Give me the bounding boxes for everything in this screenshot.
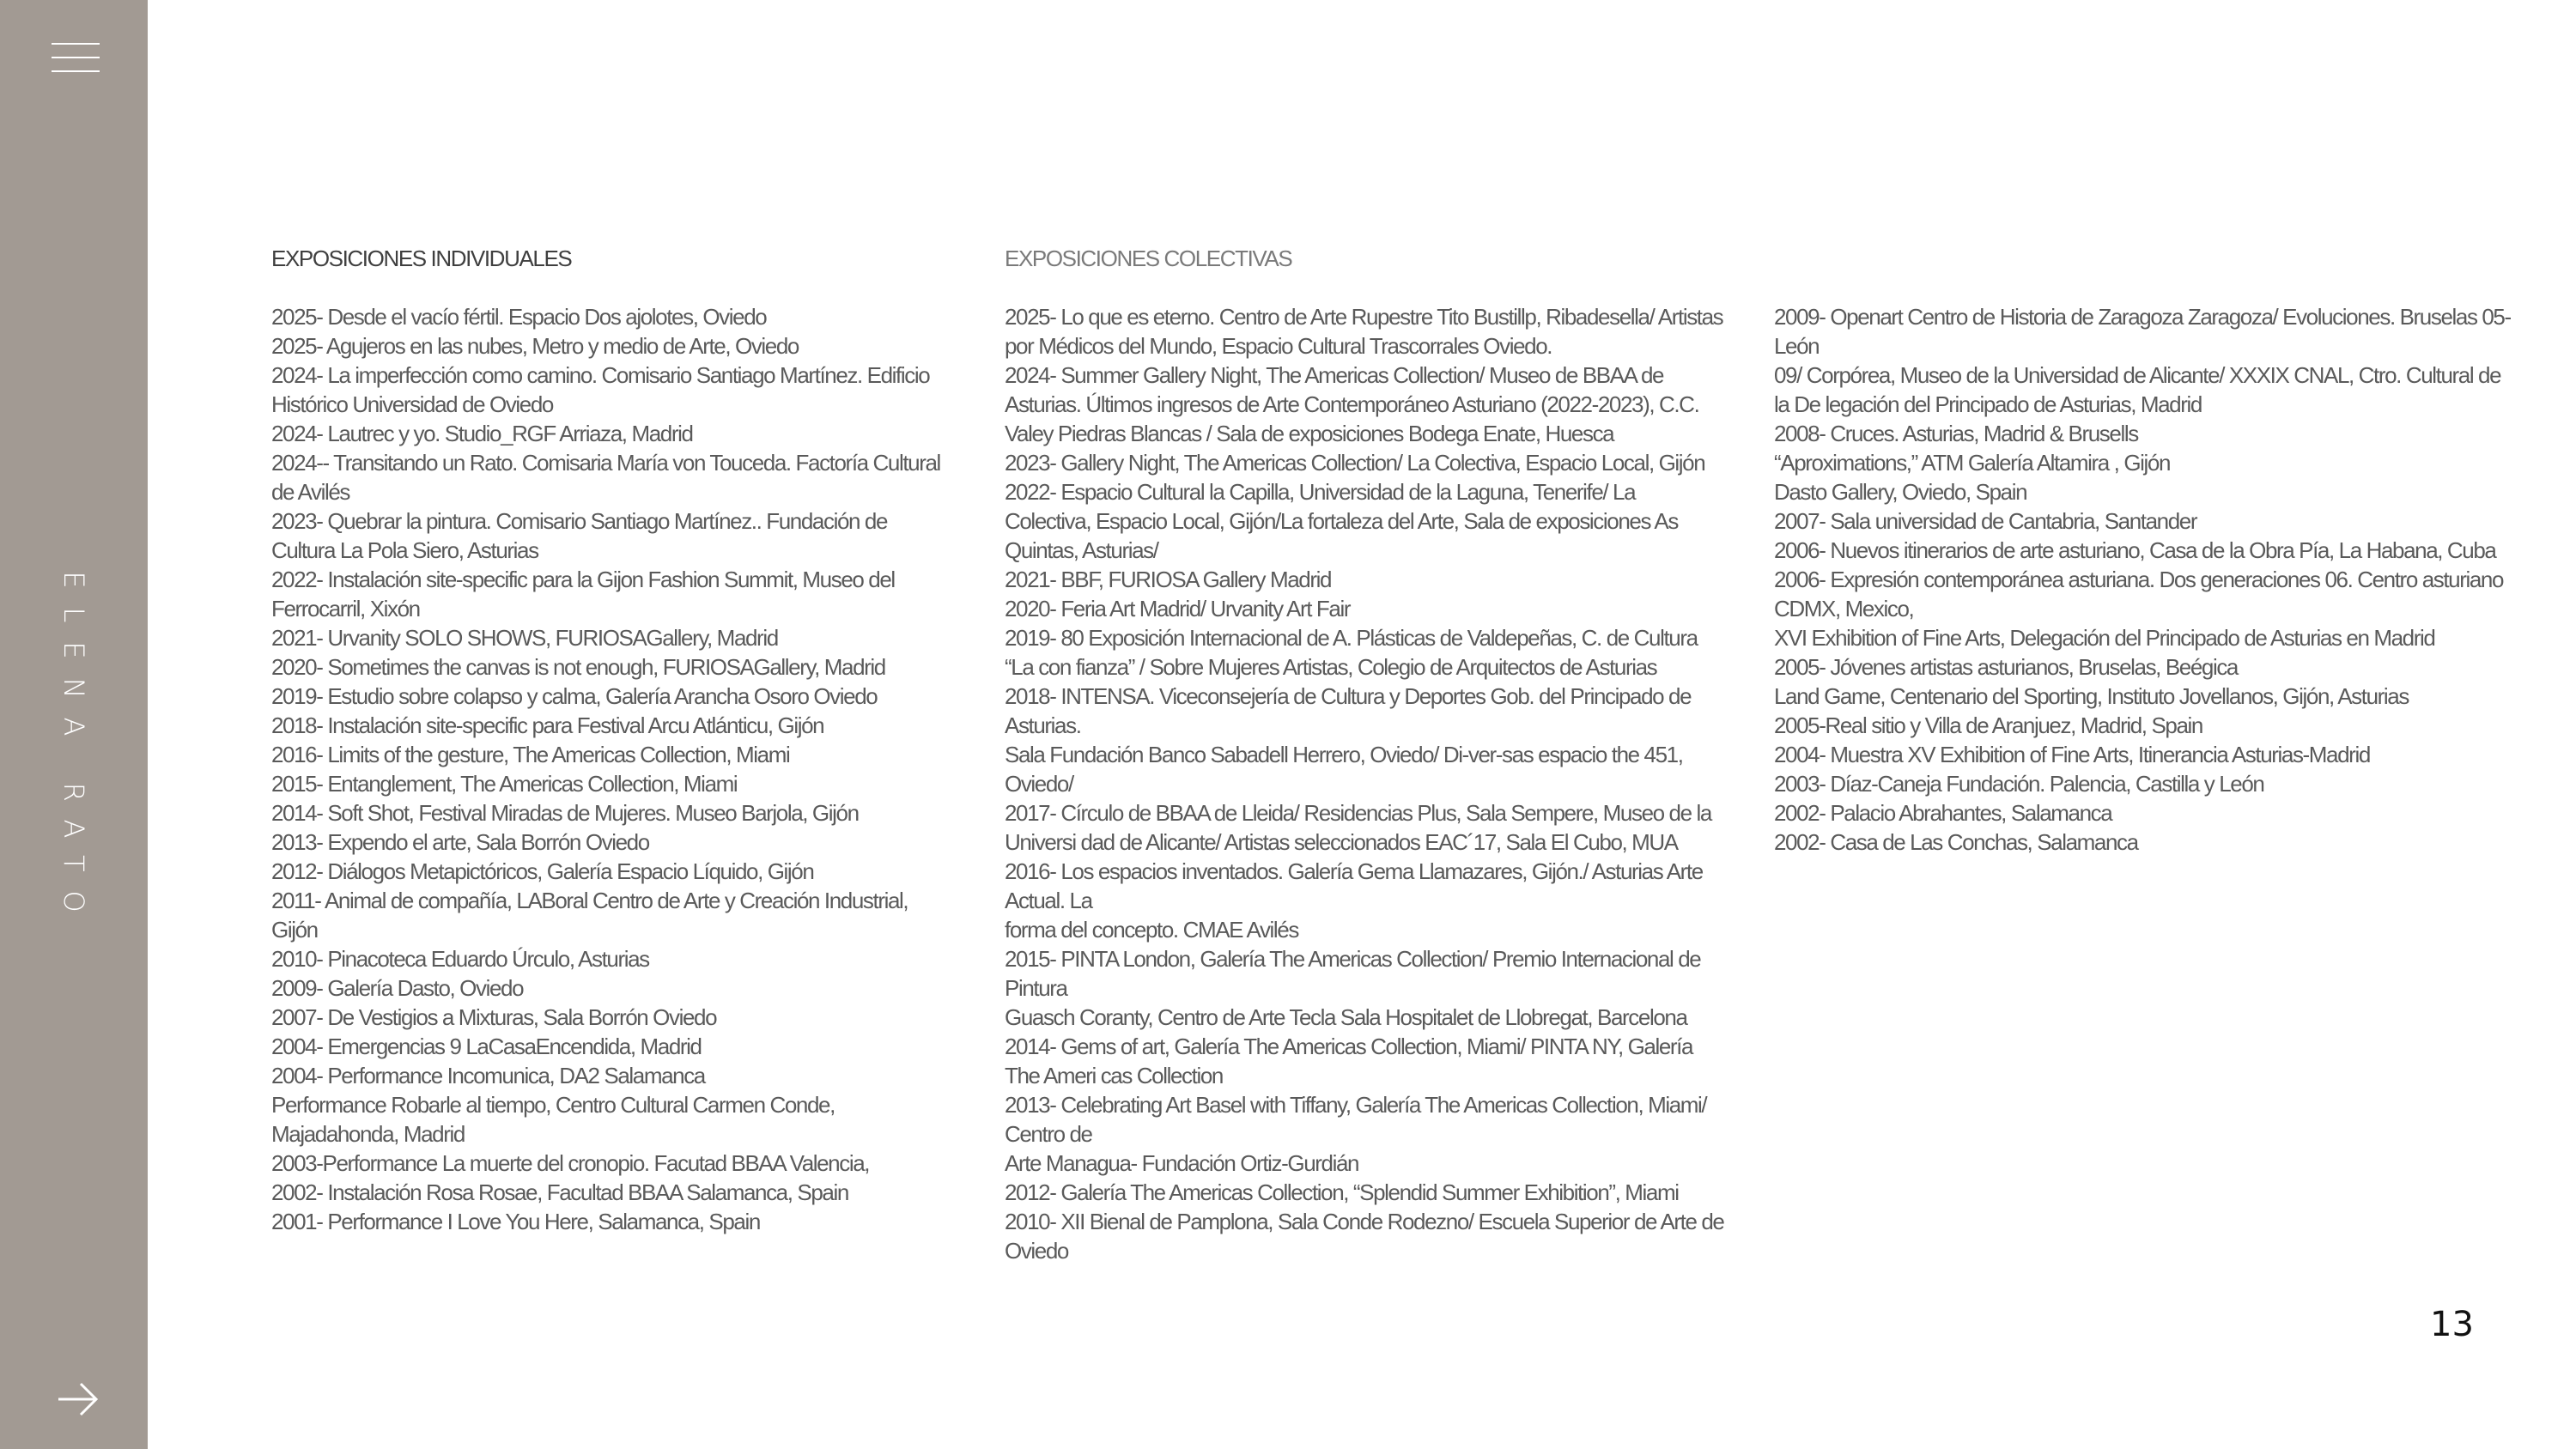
individual-exhibitions-title: EXPOSICIONES INDIVIDUALES: [271, 246, 572, 271]
exhibition-item: 2019- 80 Exposición Internacional de A. Plásticas de Valdepeñas, C. de Cultura “La con fianza” / Sobre Mujeres Artistas, Colegio de Arquitectos de Asturias: [1005, 625, 1698, 680]
exhibition-item: 2024-- Transitando un Rato. Comisaria María von Touceda. Factoría Cultural de Avilés: [271, 450, 940, 505]
menu-icon-line: [52, 57, 100, 58]
exhibition-item: 2016- Los espacios inventados. Galería Gema Llamazares, Gijón./ Asturias Arte Actual. La: [1005, 858, 1703, 913]
exhibition-item: 2023- Gallery Night, The Americas Collection/ La Colectiva, Espacio Local, Gijón: [1005, 450, 1705, 476]
exhibition-item: 2025- Lo que es eterno. Centro de Arte Rupestre Tito Bustillp, Ribadesella/ Artistas por Médicos del Mundo, Espacio Cultural Trascorrales Oviedo.: [1005, 304, 1723, 359]
exhibition-item: 2007- Sala universidad de Cantabria, Santander: [1774, 508, 2197, 534]
exhibition-item: 2004- Muestra XV Exhibition of Fine Arts, Itinerancia Asturias-Madrid: [1774, 742, 2370, 767]
exhibition-item: 2021- BBF, FURIOSA Gallery Madrid: [1005, 567, 1332, 592]
exhibition-item: 2011- Animal de compañía, LABoral Centro de Arte y Creación Industrial, Gijón: [271, 888, 908, 943]
exhibition-item: 2003-Performance La muerte del cronopio. Facutad BBAA Valencia,: [271, 1150, 870, 1176]
exhibition-item: 2004- Emergencias 9 LaCasaEncendida, Madrid: [271, 1034, 702, 1059]
exhibition-item: Guasch Coranty, Centro de Arte Tecla Sala Hospitalet de Llobregat, Barcelona: [1005, 1004, 1687, 1030]
exhibition-item: 2005-Real sitio y Villa de Aranjuez, Madrid, Spain: [1774, 712, 2202, 738]
exhibition-item: 2016- Limits of the gesture, The Americas Collection, Miami: [271, 742, 790, 767]
collective-exhibitions-column: [1005, 244, 1726, 1265]
exhibition-item: “Aproximations,” ATM Galería Altamira , Gijón: [1774, 450, 2171, 476]
exhibition-item: 2024- Lautrec y yo. Studio_RGF Arriaza, Madrid: [271, 421, 693, 446]
collective-exhibitions-continued-column: [1774, 244, 2512, 857]
exhibition-item: 2009- Galería Dasto, Oviedo: [271, 975, 524, 1001]
exhibition-item: 2002- Instalación Rosa Rosae, Facultad BBAA Salamanca, Spain: [271, 1179, 848, 1205]
exhibition-item: 2008- Cruces. Asturias, Madrid & Brusells: [1774, 421, 2138, 446]
exhibition-item: 2002- Casa de Las Conchas, Salamanca: [1774, 829, 2138, 855]
exhibition-item: 2022- Espacio Cultural la Capilla, Universidad de la Laguna, Tenerife/ La Colectiva, Espacio Local, Gijón/La fortaleza del Arte, Sala de exposiciones As Quintas, Asturias/: [1005, 479, 1678, 563]
exhibition-item: 2010- Pinacoteca Eduardo Úrculo, Asturias: [271, 946, 649, 972]
individual-exhibitions-list: [271, 302, 950, 1236]
exhibition-item: 2005- Jóvenes artistas asturianos, Bruselas, Beégica: [1774, 654, 2238, 680]
exhibition-item: 09/ Corpórea, Museo de la Universidad de Alicante/ XXXIX CNAL, Ctro. Cultural de la De legación del Principado de Asturias, Madrid: [1774, 362, 2501, 417]
exhibition-item: Performance Robarle al tiempo, Centro Cultural Carmen Conde, Majadahonda, Madrid: [271, 1092, 835, 1147]
exhibition-item: 2018- INTENSA. Viceconsejería de Cultura y Deportes Gob. del Principado de Asturias.: [1005, 683, 1692, 738]
artist-name: ELENA RATO: [58, 571, 90, 931]
exhibition-item: 2017- Círculo de BBAA de Lleida/ Residencias Plus, Sala Sempere, Museo de la Universi dad de Alicante/ Artistas seleccionados EAC´17, Sala El Cubo, MUA: [1005, 800, 1711, 855]
exhibition-item: 2025- Agujeros en las nubes, Metro y medio de Arte, Oviedo: [271, 333, 799, 359]
collective-exhibitions-title: EXPOSICIONES COLECTIVAS: [1005, 246, 1292, 271]
exhibition-item: 2025- Desde el vacío fértil. Espacio Dos ajolotes, Oviedo: [271, 304, 767, 330]
exhibition-item: 2013- Celebrating Art Basel with Tiffany, Galería The Americas Collection, Miami/ Centro de: [1005, 1092, 1707, 1147]
exhibition-item: 2001- Performance I Love You Here, Salamanca, Spain: [271, 1209, 760, 1234]
collective-exhibitions-list: [1005, 302, 1726, 1265]
exhibition-item: 2002- Palacio Abrahantes, Salamanca: [1774, 800, 2112, 826]
exhibition-item: 2024- La imperfección como camino. Comisario Santiago Martínez. Edificio Histórico Universidad de Oviedo: [271, 362, 930, 417]
exhibition-item: 2023- Quebrar la pintura. Comisario Santiago Martínez.. Fundación de Cultura La Pola Siero, Asturias: [271, 508, 888, 563]
exhibition-item: 2013- Expendo el arte, Sala Borrón Oviedo: [271, 829, 649, 855]
exhibition-item: 2019- Estudio sobre colapso y calma, Galería Arancha Osoro Oviedo: [271, 683, 878, 709]
exhibition-item: 2012- Galería The Americas Collection, “Splendid Summer Exhibition”, Miami: [1005, 1179, 1679, 1205]
exhibition-item: 2014- Soft Shot, Festival Miradas de Mujeres. Museo Barjola, Gijón: [271, 800, 859, 826]
menu-icon-line: [52, 70, 100, 72]
exhibition-item: 2010- XII Bienal de Pamplona, Sala Conde Rodezno/ Escuela Superior de Arte de Oviedo: [1005, 1209, 1724, 1264]
exhibition-item: 2012- Diálogos Metapictóricos, Galería Espacio Líquido, Gijón: [271, 858, 814, 884]
menu-icon-line: [52, 43, 100, 45]
exhibition-item: Dasto Gallery, Oviedo, Spain: [1774, 479, 2027, 505]
exhibition-item: 2015- Entanglement, The Americas Collection, Miami: [271, 771, 738, 797]
exhibition-item: 2020- Sometimes the canvas is not enough, FURIOSAGallery, Madrid: [271, 654, 885, 680]
exhibition-item: 2003- Díaz-Caneja Fundación. Palencia, Castilla y León: [1774, 771, 2264, 797]
exhibition-item: Arte Managua- Fundación Ortiz-Gurdián: [1005, 1150, 1359, 1176]
page-number: 13: [2430, 1305, 2474, 1344]
exhibition-item: XVI Exhibition of Fine Arts, Delegación del Principado de Asturias en Madrid: [1774, 625, 2435, 651]
exhibition-item: 2006- Expresión contemporánea asturiana. Dos generaciones 06. Centro asturiano CDMX, Mexico,: [1774, 567, 2504, 621]
collective-exhibitions-continued-list: [1774, 302, 2512, 857]
exhibition-item: 2018- Instalación site-specific para Festival Arcu Atlánticu, Gijón: [271, 712, 824, 738]
individual-exhibitions-column: [271, 244, 950, 1236]
exhibition-item: 2022- Instalación site-specific para la Gijon Fashion Summit, Museo del Ferrocarril, Xixón: [271, 567, 895, 621]
arrow-right-icon[interactable]: [57, 1380, 100, 1418]
exhibition-item: 2007- De Vestigios a Mixturas, Sala Borrón Oviedo: [271, 1004, 717, 1030]
exhibition-item: forma del concepto. CMAE Avilés: [1005, 917, 1298, 943]
exhibition-item: 2020- Feria Art Madrid/ Urvanity Art Fair: [1005, 596, 1351, 621]
exhibition-item: Land Game, Centenario del Sporting, Instituto Jovellanos, Gijón, Asturias: [1774, 683, 2409, 709]
exhibition-item: 2006- Nuevos itinerarios de arte asturiano, Casa de la Obra Pía, La Habana, Cuba: [1774, 537, 2496, 563]
hamburger-menu-icon[interactable]: [52, 43, 100, 76]
exhibition-item: 2014- Gems of art, Galería The Americas Collection, Miami/ PINTA NY, Galería The Ameri cas Collection: [1005, 1034, 1693, 1088]
exhibition-item: Sala Fundación Banco Sabadell Herrero, Oviedo/ Di-ver-sas espacio the 451, Oviedo/: [1005, 742, 1683, 797]
exhibition-item: 2021- Urvanity SOLO SHOWS, FURIOSAGallery, Madrid: [271, 625, 778, 651]
sidebar: [0, 0, 148, 1449]
exhibition-item: 2004- Performance Incomunica, DA2 Salamanca: [271, 1063, 705, 1088]
exhibition-item: 2015- PINTA London, Galería The Americas Collection/ Premio Internacional de Pintura: [1005, 946, 1701, 1001]
exhibition-item: 2009- Openart Centro de Historia de Zaragoza Zaragoza/ Evoluciones. Bruselas 05- León: [1774, 304, 2511, 359]
exhibition-item: 2024- Summer Gallery Night, The Americas Collection/ Museo de BBAA de Asturias. Últimos ingresos de Arte Contemporáneo Asturiano (2022-2023), C.C. Valey Piedras Blancas / Sala de exposiciones Bodega Enate, Huesca: [1005, 362, 1699, 446]
